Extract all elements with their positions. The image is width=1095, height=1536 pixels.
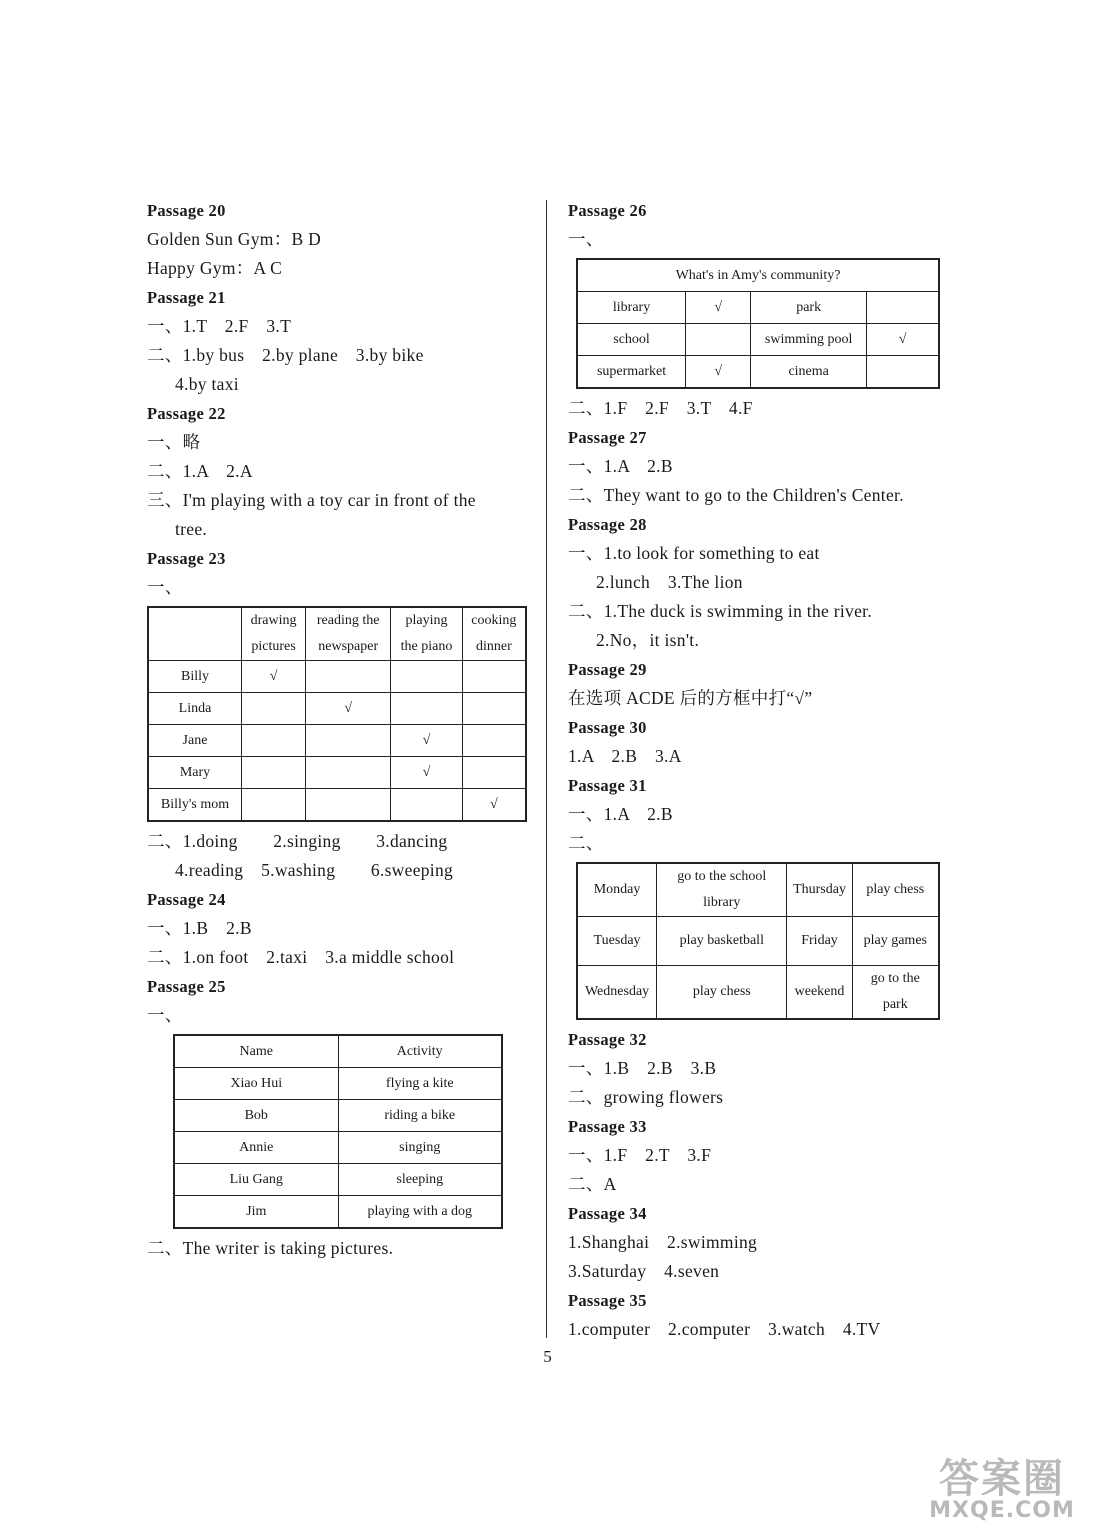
table-cell [867,292,939,324]
table-cell: √ [391,757,462,789]
table-row [577,917,939,966]
table-cell: sleeping [338,1164,502,1196]
table-row [174,1196,502,1229]
table-cell: √ [242,661,306,693]
table-cell [462,725,526,757]
passage-title: Passage 22 [147,404,226,423]
table-row [577,292,939,324]
table-cell: Linda [148,693,242,725]
answer-line: 3.Saturday 4.seven [568,1261,720,1281]
answer-line: 一、1.to look for something to eat [568,543,820,563]
table-header-cell: cooking dinner [462,607,526,661]
table-cell: weekend [787,966,852,1020]
table-cell: park [751,292,867,324]
table-row [174,1132,502,1164]
table-cell: swimming pool [751,324,867,356]
passage-title: Passage 27 [568,428,647,447]
watermark-url: MXQE.COM [929,1498,1075,1523]
column-divider [546,200,547,1338]
table-header-cell: playing the piano [391,607,462,661]
table-cell: √ [306,693,391,725]
table-row [148,693,526,725]
table-cell [462,757,526,789]
table-header-cell: drawing pictures [242,607,306,661]
passage-title: Passage 29 [568,660,647,679]
table-row [577,356,939,389]
table-cell: Annie [174,1132,338,1164]
table-cell: √ [867,324,939,356]
table-cell [242,693,306,725]
passage-title: Passage 28 [568,515,647,534]
passage-title: Passage 23 [147,549,226,568]
table-cell: Mary [148,757,242,789]
answer-line: 一、 [147,577,183,597]
answer-line: Golden Sun Gym：B D [147,229,322,249]
table-cell [462,661,526,693]
answer-line: 一、1.T 2.F 3.T [147,316,292,336]
answer-line: 1.A 2.B 3.A [568,746,682,766]
table-cell: Thursday [787,863,852,917]
table-cell: Tuesday [577,917,657,966]
answer-line: tree. [175,519,208,539]
passage-title: Passage 24 [147,890,226,909]
table-cell: Monday [577,863,657,917]
table-cell: Wednesday [577,966,657,1020]
table-cell: play chess [852,863,939,917]
answer-line: 2.lunch 3.The lion [596,572,743,592]
right-column [568,196,948,1344]
table-header-row [174,1035,502,1068]
name-activity-table [173,1034,503,1229]
answer-line: 2.No，it isn't. [596,630,700,650]
answer-line: 1.computer 2.computer 3.watch 4.TV [568,1319,881,1339]
answer-line: 一、 [147,1005,183,1025]
answer-line: 一、1.B 2.B [147,918,252,938]
table-cell [686,324,751,356]
table-cell: singing [338,1132,502,1164]
table-cell: Liu Gang [174,1164,338,1196]
table-cell: Bob [174,1100,338,1132]
table-cell: cinema [751,356,867,389]
answer-line: 三、I'm playing with a toy car in front of the [147,490,476,510]
table-caption-row [577,259,939,292]
watermark-text: 答案圈 [939,1456,1065,1502]
table-row [577,966,939,1020]
table-cell: school [577,324,686,356]
table-cell: supermarket [577,356,686,389]
table-row [148,757,526,789]
table-row [174,1068,502,1100]
answer-line: 一、1.A 2.B [568,804,673,824]
passage-title: Passage 32 [568,1030,647,1049]
table-cell: Jim [174,1196,338,1229]
passage-title: Passage 20 [147,201,226,220]
passage-title: Passage 31 [568,776,647,795]
answer-line: 4.by taxi [175,374,239,394]
table-cell: play games [852,917,939,966]
table-cell [306,661,391,693]
table-header-cell: Name [174,1035,338,1068]
table-cell [306,725,391,757]
table-row [174,1100,502,1132]
answer-line: Happy Gym：A C [147,258,283,278]
table-cell: playing with a dog [338,1196,502,1229]
table-cell [242,757,306,789]
table-row [148,661,526,693]
answer-line: 二、1.doing 2.singing 3.dancing [147,831,448,851]
table-cell: riding a bike [338,1100,502,1132]
table-cell: library [577,292,686,324]
page-number: 5 [543,1347,552,1366]
answer-line: 二、A [568,1174,617,1194]
table-header-cell: Activity [338,1035,502,1068]
weekly-schedule-table [576,862,940,1020]
table-row [174,1164,502,1196]
table-cell [391,693,462,725]
table-cell [148,607,242,661]
table-cell: play basketball [657,917,787,966]
table-cell: √ [391,725,462,757]
table-row [148,725,526,757]
answer-line: 在选项 ACDE 后的方框中打“√” [568,688,813,708]
answer-line: 二、1.F 2.F 3.T 4.F [568,398,753,418]
table-cell: go to the school library [657,863,787,917]
passage-title: Passage 35 [568,1291,647,1310]
answer-line: 一、1.B 2.B 3.B [568,1058,717,1078]
table-cell: Xiao Hui [174,1068,338,1100]
table-cell: Billy [148,661,242,693]
passage-title: Passage 30 [568,718,647,737]
community-table [576,258,940,389]
table-cell: flying a kite [338,1068,502,1100]
answer-line: 二、1.by bus 2.by plane 3.by bike [147,345,424,365]
answer-line: 一、略 [147,432,201,452]
table-row [577,324,939,356]
table-cell: √ [686,356,751,389]
table-cell: Billy's mom [148,789,242,822]
table-header-row [148,607,526,661]
answer-line: 二、1.on foot 2.taxi 3.a middle school [147,947,455,967]
answer-line: 二、1.A 2.A [147,461,253,481]
passage-title: Passage 33 [568,1117,647,1136]
table-cell: go to the park [852,966,939,1020]
table-cell [242,789,306,822]
table-cell: √ [686,292,751,324]
table-cell: Friday [787,917,852,966]
left-column [147,196,532,1263]
answer-line: 一、1.A 2.B [568,456,673,476]
answer-line: 1.Shanghai 2.swimming [568,1232,758,1252]
passage-title: Passage 26 [568,201,647,220]
activity-check-table [147,606,527,822]
table-row [577,863,939,917]
table-cell [391,661,462,693]
table-header-cell: reading the newspaper [306,607,391,661]
table-cell [306,789,391,822]
table-cell [462,693,526,725]
table-cell [306,757,391,789]
answer-line: 4.reading 5.washing 6.sweeping [175,860,454,880]
answer-line: 二、The writer is taking pictures. [147,1238,394,1258]
table-cell [242,725,306,757]
table-cell [391,789,462,822]
answer-line: 二、1.The duck is swimming in the river. [568,601,873,621]
table-row [148,789,526,822]
answer-line: 二、 [568,833,604,853]
answer-line: 二、growing flowers [568,1087,724,1107]
passage-title: Passage 21 [147,288,226,307]
answer-line: 一、1.F 2.T 3.F [568,1145,712,1165]
watermark-logo [927,1458,1077,1524]
answer-line: 二、They want to go to the Children's Center. [568,485,904,505]
table-cell: play chess [657,966,787,1020]
answer-line: 一、 [568,229,604,249]
table-cell [867,356,939,389]
table-cell: √ [462,789,526,822]
table-caption: What's in Amy's community? [577,259,939,292]
passage-title: Passage 34 [568,1204,647,1223]
table-cell: Jane [148,725,242,757]
passage-title: Passage 25 [147,977,226,996]
